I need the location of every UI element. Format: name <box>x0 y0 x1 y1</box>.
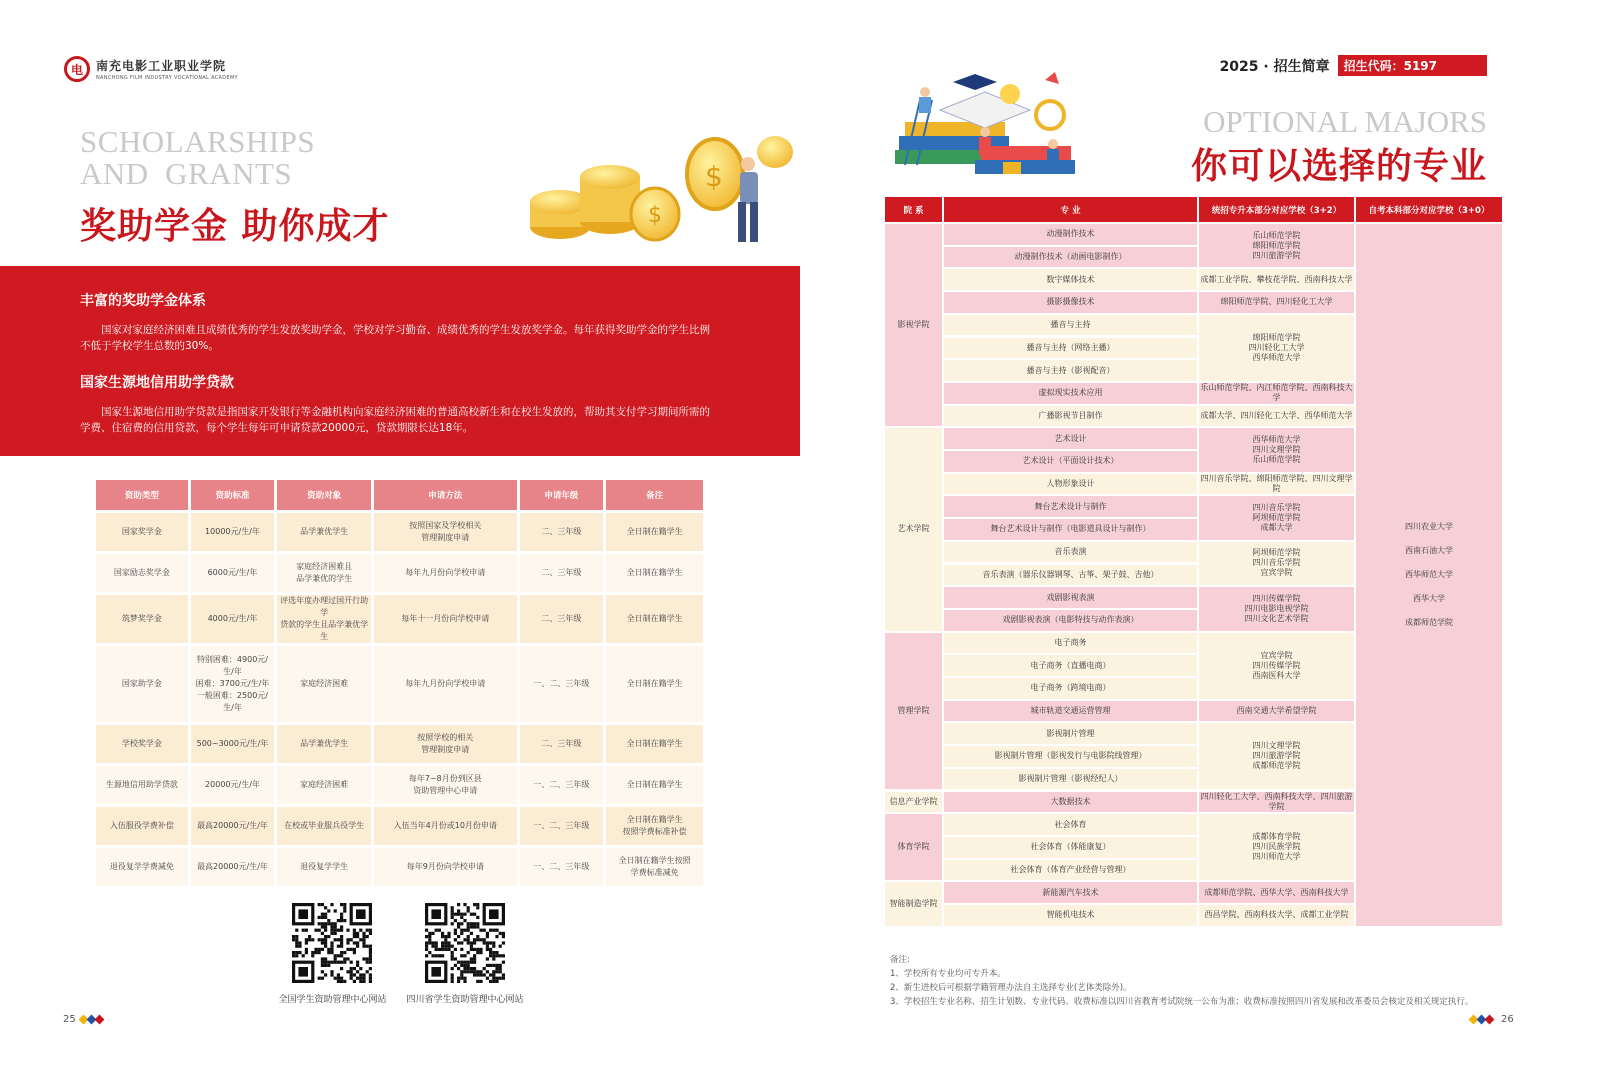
table-row <box>96 595 703 643</box>
school-3-2-cell: 阿坝师范学院 四川音乐学院 宜宾学院 <box>1199 542 1354 585</box>
major-cell: 社会体育（体能康复） <box>944 837 1197 858</box>
table-cell: 10000元/生/年 <box>191 513 275 551</box>
table-cell: 家庭经济困难且 品学兼优的学生 <box>277 554 371 592</box>
table-cell: 20000元/生/年 <box>191 766 275 804</box>
table-cell: 筑梦奖学金 <box>96 595 188 643</box>
table-cell: 生源地信用助学贷款 <box>96 766 188 804</box>
major-cell: 播音与主持（网络主播） <box>944 338 1197 359</box>
note-item: 3、学校招生专业名称、招生计划数、专业代码、收费标准以四川省教育考试院统一公布为准；收费标准按照四川省发展和改革委员会核定及相关规定执行。 <box>890 997 1474 1007</box>
major-cell: 虚拟现实技术应用 <box>944 383 1197 404</box>
school-3-2-cell: 绵阳师范学院 四川轻化工大学 西华师范大学 <box>1199 315 1354 381</box>
school-3-2-cell: 绵阳师范学院、四川轻化工大学 <box>1199 292 1354 313</box>
section-heading-student-loan: 国家生源地信用助学贷款 <box>80 375 234 391</box>
major-cell: 舞台艺术设计与制作（电影道具设计与制作） <box>944 519 1197 540</box>
header-aid-standard: 资助标准 <box>191 480 275 510</box>
table-cell: 家庭经济困难 <box>277 766 371 804</box>
table-cell: 每年九月份向学校申请 <box>374 554 517 592</box>
right-page <box>800 0 1600 1085</box>
header-aid-type: 资助类型 <box>96 480 188 510</box>
major-cell: 广播影视节目制作 <box>944 406 1197 427</box>
header-remarks: 备注 <box>606 480 703 510</box>
page-number-left <box>63 1014 103 1025</box>
school-3-2-cell: 西昌学院、西南科技大学、成都工业学院 <box>1199 905 1354 926</box>
header-apply-method: 申请方法 <box>374 480 517 510</box>
qr-caption-sichuan: 四川省学生资助管理中心网站 <box>406 995 524 1005</box>
qr-code-sichuan-icon[interactable] <box>425 903 505 983</box>
table-cell: 家庭经济困难 <box>277 646 371 722</box>
college-cell: 管理学院 <box>885 633 942 790</box>
major-cell: 音乐表演 <box>944 542 1197 563</box>
major-cell: 电子商务（跨境电商） <box>944 678 1197 699</box>
brochure-header <box>1220 55 1487 76</box>
major-cell: 动漫制作技术 <box>944 224 1197 245</box>
table-cell: 二、三年级 <box>520 595 604 643</box>
table-cell: 学校奖学金 <box>96 725 188 763</box>
school-3-2-cell: 四川传媒学院 四川电影电视学院 四川文化艺术学院 <box>1199 587 1354 630</box>
section-text-student-loan: 国家生源地信用助学贷款是指国家开发银行等金融机构向家庭经济困难的普通高校新生和在校生发放的，帮助其支付学习期间所需的学费、住宿费的信用贷款，每个学生每年可申请贷款20000元，贷款期限长达18年。 <box>80 406 710 434</box>
major-cell: 播音与主持（影视配音） <box>944 360 1197 381</box>
red-diamond-icon <box>1485 1015 1495 1025</box>
header-schools-3-0: 自考本科部分对应学校（3+0） <box>1356 197 1502 222</box>
college-cell: 艺术学院 <box>885 428 942 630</box>
page-number-right-text: 26 <box>1501 1014 1514 1025</box>
major-cell: 电子商务 <box>944 633 1197 654</box>
notes-section <box>890 953 1473 1009</box>
table-cell: 在校或毕业服兵役学生 <box>277 807 371 845</box>
coins-illustration-icon <box>530 132 800 250</box>
major-cell: 社会体育（体育产业经营与管理） <box>944 860 1197 881</box>
school-3-2-cell: 乐山师范学院、内江师范学院、西南科技大学 <box>1200 383 1353 403</box>
major-cell: 舞台艺术设计与制作 <box>944 496 1197 517</box>
major-cell: 影视制片管理（影视经纪人） <box>944 769 1197 790</box>
school-3-2-cell: 四川音乐学院、绵阳师范学院、四川文理学院 <box>1200 474 1353 494</box>
notes-title: 备注: <box>890 955 910 965</box>
major-cell: 数字媒体技术 <box>944 269 1197 290</box>
table-cell: 全日制在籍学生按照 学费标准减免 <box>606 848 703 886</box>
year-label: 2025 · 招生简章 <box>1219 58 1330 75</box>
page-number-right <box>1470 1014 1514 1025</box>
table-cell: 全日制在籍学生 <box>606 766 703 804</box>
table-row <box>96 725 703 763</box>
table-row <box>96 766 703 804</box>
table-cell: 最高20000元/生/年 <box>191 807 275 845</box>
major-cell: 摄影摄像技术 <box>944 292 1197 313</box>
svg-text:$: $ <box>648 203 662 228</box>
table-row <box>96 848 703 886</box>
school-3-2-cell: 成都大学、四川轻化工大学、西华师范大学 <box>1199 406 1354 427</box>
table-cell: 国家励志奖学金 <box>96 554 188 592</box>
table-cell: 退役复学学费减免 <box>96 848 188 886</box>
logo-name-cn: 南充电影工业职业学院 <box>96 59 227 73</box>
major-cell: 社会体育 <box>944 814 1197 835</box>
school-3-0-item: 西南石油大学 <box>1405 545 1453 555</box>
table-cell: 品学兼优学生 <box>277 725 371 763</box>
table-row <box>96 646 703 722</box>
majors-table <box>885 197 1513 937</box>
note-item: 1、学校所有专业均可专升本。 <box>890 969 1006 979</box>
table-cell: 按照学校的相关 管理制度申请 <box>374 725 517 763</box>
note-item: 2、新生进校后可根据学籍管理办法自主选择专业(艺体类除外)。 <box>890 983 1132 993</box>
books-graduation-illustration-icon <box>885 70 1080 182</box>
school-3-2-cell: 西南交通大学希望学院 <box>1199 701 1354 722</box>
college-cell: 信息产业学院 <box>885 792 942 813</box>
major-cell: 大数据技术 <box>944 792 1197 813</box>
table-cell: 入伍服役学费补偿 <box>96 807 188 845</box>
table-cell: 4000元/生/年 <box>191 595 275 643</box>
financial-aid-table <box>93 477 706 889</box>
table-cell: 最高20000元/生/年 <box>191 848 275 886</box>
table-cell: 全日制在籍学生 按照学费标准补偿 <box>606 807 703 845</box>
page-number-left-text: 25 <box>63 1014 76 1025</box>
table-cell: 每年九月份向学校申请 <box>374 646 517 722</box>
table-cell: 入伍当年4月份或10月份申请 <box>374 807 517 845</box>
table-row <box>96 554 703 592</box>
english-title-line1: SCHOLARSHIPS <box>80 124 316 159</box>
english-title-line2: AND GRANTS <box>80 156 293 191</box>
table-cell: 国家助学金 <box>96 646 188 722</box>
table-cell: 一、二、三年级 <box>520 848 604 886</box>
major-cell: 动漫制作技术（动画电影制作） <box>944 247 1197 268</box>
qr-code-national-icon[interactable] <box>292 903 372 983</box>
school-3-0-item: 四川农业大学 <box>1405 521 1453 531</box>
english-title <box>80 126 315 190</box>
major-cell: 音乐表演（器乐仪器钢琴、古筝、架子鼓、吉他） <box>944 565 1197 586</box>
logo-name-en: NANCHONG FILM INDUSTRY VOCATIONAL ACADEMY <box>96 75 238 81</box>
major-cell: 人物形象设计 <box>944 474 1197 495</box>
major-cell: 影视制片管理 <box>944 723 1197 744</box>
table-row <box>96 513 703 551</box>
table-cell: 全日制在籍学生 <box>606 595 703 643</box>
table-cell: 全日制在籍学生 <box>606 646 703 722</box>
table-cell: 二、三年级 <box>520 725 604 763</box>
major-cell: 艺术设计 <box>944 428 1197 449</box>
schools-3-0-column <box>1356 224 1502 926</box>
school-3-2-cell: 乐山师范学院 绵阳师范学院 四川旅游学院 <box>1199 224 1354 267</box>
table-cell: 特别困难：4900元/生/年 困难：3700元/生/年 一般困难：2500元/生/年 <box>191 646 275 722</box>
chinese-title: 奖助学金 助你成才 <box>80 206 390 247</box>
college-cell: 影视学院 <box>885 224 942 426</box>
school-3-2-cell: 西华师范大学 四川文理学院 乐山师范学院 <box>1199 428 1354 471</box>
table-row <box>96 807 703 845</box>
major-cell: 智能机电技术 <box>944 905 1197 926</box>
college-logo <box>64 56 238 82</box>
school-3-2-cell: 四川文理学院 四川旅游学院 成都师范学院 <box>1199 723 1354 789</box>
table-cell: 每年十一月份向学校申请 <box>374 595 517 643</box>
college-cell: 体育学院 <box>885 814 942 880</box>
school-3-0-item: 成都师范学院 <box>1405 617 1453 627</box>
majors-english-title: OPTIONAL MAJORS <box>1203 104 1487 139</box>
school-3-2-cell: 宜宾学院 四川传媒学院 西南医科大学 <box>1199 633 1354 699</box>
major-cell: 戏剧影视表演（电影特技与动作表演） <box>944 610 1197 631</box>
table-cell: 6000元/生/年 <box>191 554 275 592</box>
table-cell: 二、三年级 <box>520 554 604 592</box>
header-aid-target: 资助对象 <box>277 480 371 510</box>
qr-caption-national: 全国学生资助管理中心网站 <box>278 995 387 1005</box>
admission-code-badge: 招生代码：5197 <box>1338 55 1487 76</box>
school-3-0-item: 西华师范大学 <box>1405 569 1453 579</box>
table-cell: 500~3000元/生/年 <box>191 725 275 763</box>
table-cell: 全日制在籍学生 <box>606 513 703 551</box>
scholarship-info-band <box>0 266 800 456</box>
school-3-2-cell: 四川轻化工大学、西南科技大学、四川旅游学院 <box>1200 791 1353 811</box>
major-cell: 影视制片管理（影视发行与电影院线管理） <box>944 746 1197 767</box>
red-diamond-icon <box>94 1015 104 1025</box>
section-heading-scholarship-system: 丰富的奖助学金体系 <box>80 293 206 309</box>
svg-text:$: $ <box>705 160 723 193</box>
table-cell: 品学兼优学生 <box>277 513 371 551</box>
school-3-2-cell: 成都工业学院、攀枝花学院、西南科技大学 <box>1199 269 1354 290</box>
table-cell: 全日制在籍学生 <box>606 725 703 763</box>
header-schools-3-2: 统招专升本部分对应学校（3+2） <box>1199 197 1354 222</box>
majors-chinese-title: 你可以选择的专业 <box>1190 146 1487 187</box>
table-cell: 二、三年级 <box>520 513 604 551</box>
table-cell: 每年7~8月份到区县 资助管理中心申请 <box>374 766 517 804</box>
major-cell: 艺术设计（平面设计技术） <box>944 451 1197 472</box>
college-emblem-icon: 电 <box>64 56 90 82</box>
table-cell: 按照国家及学校相关 管理制度申请 <box>374 513 517 551</box>
major-cell: 电子商务（直播电商） <box>944 655 1197 676</box>
table-cell: 国家奖学金 <box>96 513 188 551</box>
header-major: 专 业 <box>944 197 1197 222</box>
school-3-0-item: 西华大学 <box>1413 593 1445 603</box>
school-3-2-cell: 四川音乐学院 阿坝师范学院 成都大学 <box>1199 496 1354 539</box>
major-cell: 新能源汽车技术 <box>944 882 1197 903</box>
table-cell: 每年9月份向学校申请 <box>374 848 517 886</box>
section-text-scholarship-system: 国家对家庭经济困难且成绩优秀的学生发放奖助学金，学校对学习勤奋、成绩优秀的学生发放奖学金。每年获得奖助学金的学生比例不低于学校学生总数的30%。 <box>80 324 710 352</box>
table-cell: 一、二、三年级 <box>520 807 604 845</box>
table-header-row <box>96 480 703 510</box>
header-college: 院 系 <box>885 197 942 222</box>
table-cell: 一、二、三年级 <box>520 766 604 804</box>
table-cell: 评选年度办理过国开行助学 贷款的学生且品学兼优学生 <box>277 595 371 643</box>
school-3-2-cell: 成都师范学院、西华大学、西南科技大学 <box>1199 882 1354 903</box>
college-cell: 智能制造学院 <box>885 882 942 925</box>
major-cell: 城市轨道交通运营管理 <box>944 701 1197 722</box>
table-cell: 退役复学学生 <box>277 848 371 886</box>
school-3-2-cell: 成都体育学院 四川民族学院 四川师范大学 <box>1199 814 1354 880</box>
major-cell: 播音与主持 <box>944 315 1197 336</box>
major-cell: 戏剧影视表演 <box>944 587 1197 608</box>
header-grade: 申请年级 <box>520 480 604 510</box>
table-cell: 一、二、三年级 <box>520 646 604 722</box>
table-cell: 全日制在籍学生 <box>606 554 703 592</box>
